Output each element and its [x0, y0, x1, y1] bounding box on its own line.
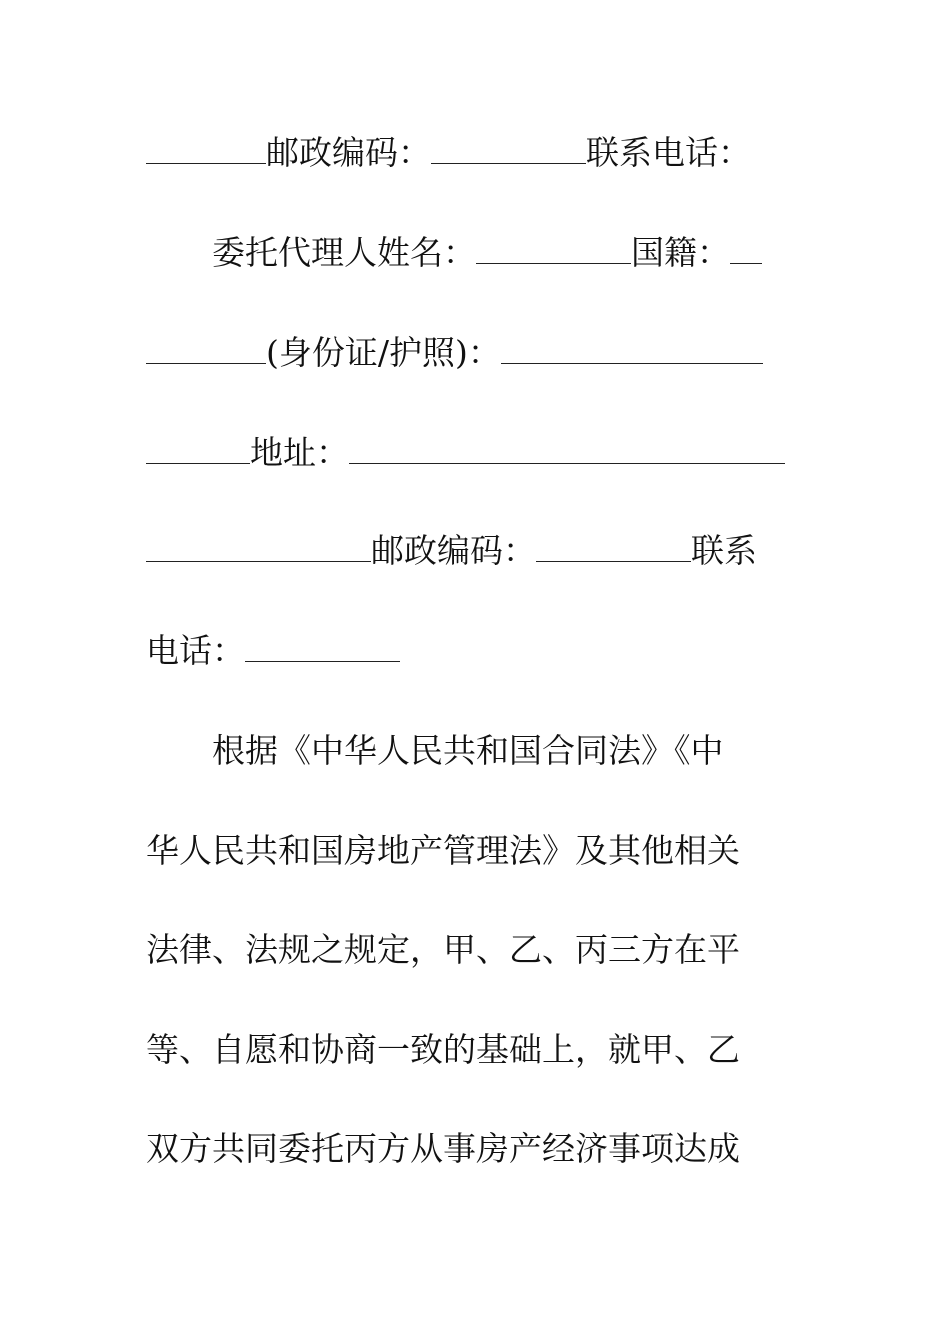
paragraph-line-4: 等、自愿和协商一致的基础上，就甲、乙 — [146, 1030, 740, 1069]
phone-label: 联系电话： — [586, 133, 751, 172]
paragraph-line-3: 法律、法规之规定，甲、乙、丙三方在平 — [146, 930, 740, 969]
id-passport-blank-continued[interactable] — [146, 435, 250, 464]
nationality-blank[interactable] — [730, 235, 762, 264]
postcode-label: 邮政编码： — [266, 133, 431, 172]
agent-contact-label: 联系 — [691, 531, 757, 570]
id-passport-label: (身份证/护照)： — [266, 333, 501, 372]
postcode-blank[interactable] — [431, 135, 586, 164]
address-blank-continued[interactable] — [146, 533, 371, 562]
agent-phone-blank[interactable] — [245, 633, 400, 662]
address-blank[interactable] — [349, 435, 785, 464]
agent-postcode-blank[interactable] — [536, 533, 691, 562]
paragraph-line-2: 华人民共和国房地产管理法》及其他相关 — [146, 831, 740, 870]
agent-phone-label: 电话： — [146, 631, 245, 670]
agent-name-label: 委托代理人姓名： — [212, 233, 476, 272]
address-label: 地址： — [250, 433, 349, 472]
id-passport-line — [146, 333, 796, 373]
paragraph-line-1: 根据《中华人民共和国合同法》《中 — [212, 731, 724, 770]
agent-name-line — [146, 233, 796, 273]
agent-postcode-line — [146, 531, 796, 571]
contact-line-postcode-phone — [146, 133, 796, 173]
nationality-label: 国籍： — [631, 233, 730, 272]
address-line — [146, 433, 796, 473]
id-passport-blank[interactable] — [501, 335, 763, 364]
blank-field[interactable] — [146, 135, 266, 164]
agent-phone-line — [146, 631, 796, 671]
nationality-blank-continued[interactable] — [146, 335, 266, 364]
paragraph-line-5: 双方共同委托丙方从事房产经济事项达成 — [146, 1129, 740, 1168]
agent-postcode-label: 邮政编码： — [371, 531, 536, 570]
agent-name-blank[interactable] — [476, 235, 631, 264]
